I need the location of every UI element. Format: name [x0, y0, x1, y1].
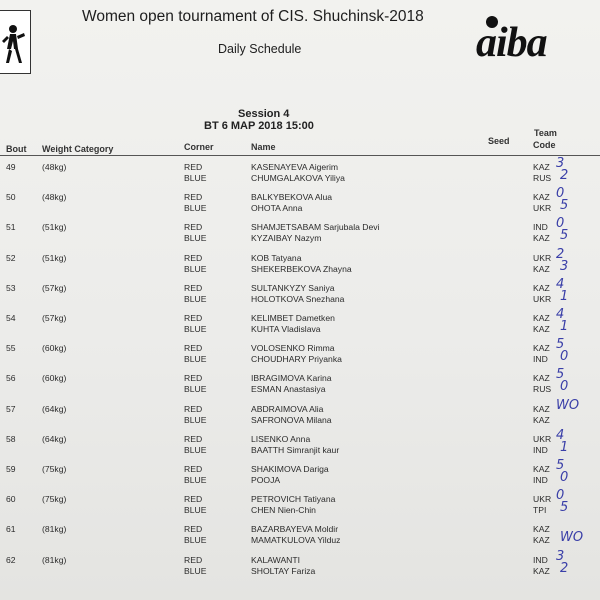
blue-boxer-name: OHOTA Anna — [251, 203, 303, 214]
corner-blue: BLUE — [184, 535, 207, 546]
blue-team-code: IND — [533, 354, 548, 365]
bout-row — [0, 367, 600, 401]
blue-score-handwritten: 0 — [560, 349, 569, 365]
blue-team-code: KAZ — [533, 324, 550, 334]
blue-score-handwritten: 1 — [560, 319, 569, 334]
header-rule — [0, 155, 600, 156]
corner-red: RED — [184, 554, 203, 565]
corner-blue: BLUE — [184, 233, 207, 244]
bout-number: 61 — [6, 524, 16, 535]
blue-boxer-name: KYZAIBAY Nazym — [251, 233, 322, 244]
blue-score-handwritten: WO — [560, 530, 584, 546]
blue-score-handwritten: 5 — [560, 228, 569, 244]
blue-score-handwritten: 3 — [560, 258, 569, 274]
weight-category: (64kg) — [42, 403, 67, 414]
bout-row — [0, 458, 600, 492]
red-score-handwritten: 3 — [556, 548, 565, 564]
bout-number: 60 — [6, 494, 16, 505]
weight-category: (51kg) — [42, 252, 67, 263]
document-subtitle: Daily Schedule — [218, 42, 302, 56]
red-score-handwritten: 2 — [556, 246, 565, 262]
corner-blue: BLUE — [184, 263, 207, 274]
corner-red: RED — [184, 192, 203, 203]
blue-team-code: RUS — [533, 173, 552, 183]
red-score-handwritten: 5 — [556, 337, 565, 353]
blue-boxer-name: ESMAN Anastasiya — [251, 384, 326, 395]
corner-blue: BLUE — [184, 384, 207, 395]
col-header-weight: Weight Category — [42, 144, 114, 154]
blue-boxer-name: SHEKERBEKOVA Zhayna — [251, 263, 352, 274]
col-header-team: Team — [534, 128, 557, 138]
bout-row — [0, 488, 600, 522]
red-score-handwritten: 5 — [556, 458, 565, 473]
corner-blue: BLUE — [184, 505, 207, 516]
red-boxer-name: VOLOSENKO Rimma — [251, 343, 335, 354]
red-boxer-name: BALKYBEKOVA Alua — [251, 192, 333, 203]
corner-red: RED — [184, 524, 203, 535]
corner-blue: BLUE — [184, 565, 207, 576]
bout-number: 59 — [6, 464, 16, 474]
corner-red: RED — [184, 162, 203, 172]
red-team-code: UKR — [533, 433, 552, 444]
weight-category: (81kg) — [42, 554, 67, 565]
blue-team-code: KAZ — [533, 535, 550, 546]
red-boxer-name: KOB Tatyana — [251, 252, 302, 263]
weight-category: (51kg) — [42, 222, 67, 233]
bout-number: 56 — [6, 373, 16, 384]
blue-boxer-name: CHEN Nien-Chin — [251, 505, 316, 516]
col-header-corner: Corner — [184, 142, 214, 152]
red-team-code: KAZ — [533, 192, 550, 203]
bout-number: 51 — [6, 222, 16, 233]
blue-score-handwritten: 5 — [560, 500, 569, 516]
blue-team-code: KAZ — [533, 263, 550, 274]
bout-row — [0, 156, 600, 190]
red-team-code: KAZ — [533, 282, 550, 293]
red-team-code: UKR — [533, 252, 552, 263]
red-boxer-name: SHAMJETSABAM Sarjubala Devi — [251, 222, 380, 233]
blue-boxer-name: SAFRONOVA Milana — [251, 414, 332, 425]
red-team-code: UKR — [533, 494, 552, 505]
red-boxer-name: PETROVICH Tatiyana — [251, 494, 336, 505]
weight-category: (48kg) — [42, 162, 67, 172]
blue-team-code: KAZ — [533, 414, 550, 425]
weight-category: (48kg) — [42, 192, 67, 203]
bout-number: 52 — [6, 252, 16, 263]
bout-row — [0, 246, 600, 281]
red-team-code: KAZ — [533, 403, 550, 414]
red-score-handwritten: 0 — [556, 488, 565, 504]
blue-score-handwritten: 0 — [560, 470, 569, 485]
red-boxer-name: KASENAYEVA Aigerim — [251, 162, 339, 172]
weight-category: (75kg) — [42, 464, 67, 474]
red-team-code: KAZ — [533, 162, 550, 172]
blue-boxer-name: MAMATKULOVA Yilduz — [251, 535, 341, 546]
bout-number: 54 — [6, 313, 16, 323]
red-boxer-name: SULTANKYZY Saniya — [251, 282, 335, 293]
bout-number: 58 — [6, 433, 16, 444]
red-score-handwritten: 0 — [556, 186, 565, 202]
col-header-seed: Seed — [488, 136, 510, 146]
red-boxer-name: IBRAGIMOVA Karina — [251, 373, 332, 384]
red-score-handwritten: WO — [556, 397, 580, 413]
blue-team-code: KAZ — [533, 565, 550, 576]
bout-row — [0, 522, 600, 552]
blue-score-handwritten: 1 — [560, 288, 569, 304]
corner-red: RED — [184, 403, 203, 414]
bout-number: 49 — [6, 162, 16, 172]
red-score-handwritten: 5 — [556, 367, 565, 383]
document-title: Women open tournament of CIS. Shuchinsk-2018 — [82, 8, 424, 25]
corner-blue: BLUE — [184, 203, 207, 214]
bout-number: 50 — [6, 192, 16, 203]
blue-boxer-name: KUHTA Vladislava — [251, 324, 321, 334]
blue-score-handwritten: 2 — [560, 168, 569, 183]
corner-red: RED — [184, 433, 203, 444]
session-label: Session 4 — [238, 108, 290, 120]
weight-category: (57kg) — [42, 313, 67, 323]
corner-blue: BLUE — [184, 354, 207, 365]
blue-score-handwritten: 1 — [560, 439, 569, 455]
red-boxer-name: ABDRAIMOVA Alia — [251, 403, 324, 414]
blue-boxer-name: CHUMGALAKOVA Yiliya — [251, 173, 345, 183]
blue-team-code: KAZ — [533, 233, 550, 244]
corner-blue: BLUE — [184, 475, 207, 485]
bout-number: 62 — [6, 554, 16, 565]
blue-boxer-name: SHOLTAY Fariza — [251, 565, 316, 576]
blue-team-code: IND — [533, 444, 548, 455]
red-team-code: KAZ — [533, 464, 550, 474]
col-header-name: Name — [251, 142, 276, 152]
red-score-handwritten: 4 — [556, 307, 565, 322]
svg-text:aiba: aiba — [476, 20, 547, 62]
corner-red: RED — [184, 343, 203, 354]
blue-team-code: UKR — [533, 203, 552, 214]
bout-number: 55 — [6, 343, 16, 354]
red-team-code: KAZ — [533, 524, 550, 535]
red-boxer-name: BAZARBAYEVA Moldir — [251, 524, 339, 535]
bout-row — [0, 427, 600, 462]
corner-red: RED — [184, 464, 203, 474]
bout-row — [0, 337, 600, 371]
red-boxer-name: KALAWANTI — [251, 554, 301, 565]
weight-category: (60kg) — [42, 343, 67, 354]
red-score-handwritten: 3 — [556, 156, 565, 171]
bout-row — [0, 216, 600, 250]
weight-category: (75kg) — [42, 494, 67, 505]
corner-blue: BLUE — [184, 324, 207, 334]
red-boxer-name: SHAKIMOVA Dariga — [251, 464, 329, 474]
blue-boxer-name: CHOUDHARY Priyanka — [251, 354, 342, 365]
col-header-code: Code — [533, 140, 556, 150]
red-team-code: KAZ — [533, 313, 550, 323]
corner-red: RED — [184, 373, 203, 384]
aiba-logo — [470, 6, 598, 62]
red-score-handwritten: 4 — [556, 427, 565, 443]
bout-row — [0, 307, 600, 341]
corner-blue: BLUE — [184, 414, 207, 425]
bout-row — [0, 397, 600, 432]
corner-red: RED — [184, 313, 203, 323]
corner-red: RED — [184, 282, 203, 293]
weight-category: (64kg) — [42, 433, 67, 444]
bout-row — [0, 276, 600, 311]
bout-row — [0, 548, 600, 583]
session-date-time: BT 6 MAP 2018 15:00 — [204, 120, 314, 132]
red-team-code: KAZ — [533, 343, 550, 354]
col-header-bout: Bout — [6, 144, 27, 154]
blue-team-code: UKR — [533, 293, 552, 304]
bout-number: 53 — [6, 282, 16, 293]
corner-blue: BLUE — [184, 293, 207, 304]
corner-blue: BLUE — [184, 173, 207, 183]
red-score-handwritten: 0 — [556, 216, 565, 232]
red-team-code: IND — [533, 554, 548, 565]
corner-red: RED — [184, 222, 203, 233]
corner-red: RED — [184, 494, 203, 505]
boxer-logo — [0, 10, 31, 74]
red-boxer-name: LISENKO Anna — [251, 433, 311, 444]
red-score-handwritten: 4 — [556, 276, 565, 292]
blue-boxer-name: POOJA — [251, 475, 281, 485]
corner-red: RED — [184, 252, 203, 263]
red-team-code: IND — [533, 222, 548, 233]
blue-team-code: IND — [533, 475, 548, 485]
bout-number: 57 — [6, 403, 16, 414]
blue-team-code: RUS — [533, 384, 552, 395]
weight-category: (81kg) — [42, 524, 67, 535]
blue-boxer-name: BAATTH Simranjit kaur — [251, 444, 340, 455]
blue-boxer-name: HOLOTKOVA Snezhana — [251, 293, 345, 304]
bout-row — [0, 186, 600, 220]
blue-score-handwritten: 2 — [560, 560, 569, 576]
weight-category: (60kg) — [42, 373, 67, 384]
blue-score-handwritten: 5 — [560, 198, 569, 214]
red-boxer-name: KELIMBET Dametken — [251, 313, 335, 323]
weight-category: (57kg) — [42, 282, 67, 293]
blue-team-code: TPI — [533, 505, 547, 516]
red-team-code: KAZ — [533, 373, 550, 384]
corner-blue: BLUE — [184, 444, 207, 455]
blue-score-handwritten: 0 — [560, 379, 569, 395]
